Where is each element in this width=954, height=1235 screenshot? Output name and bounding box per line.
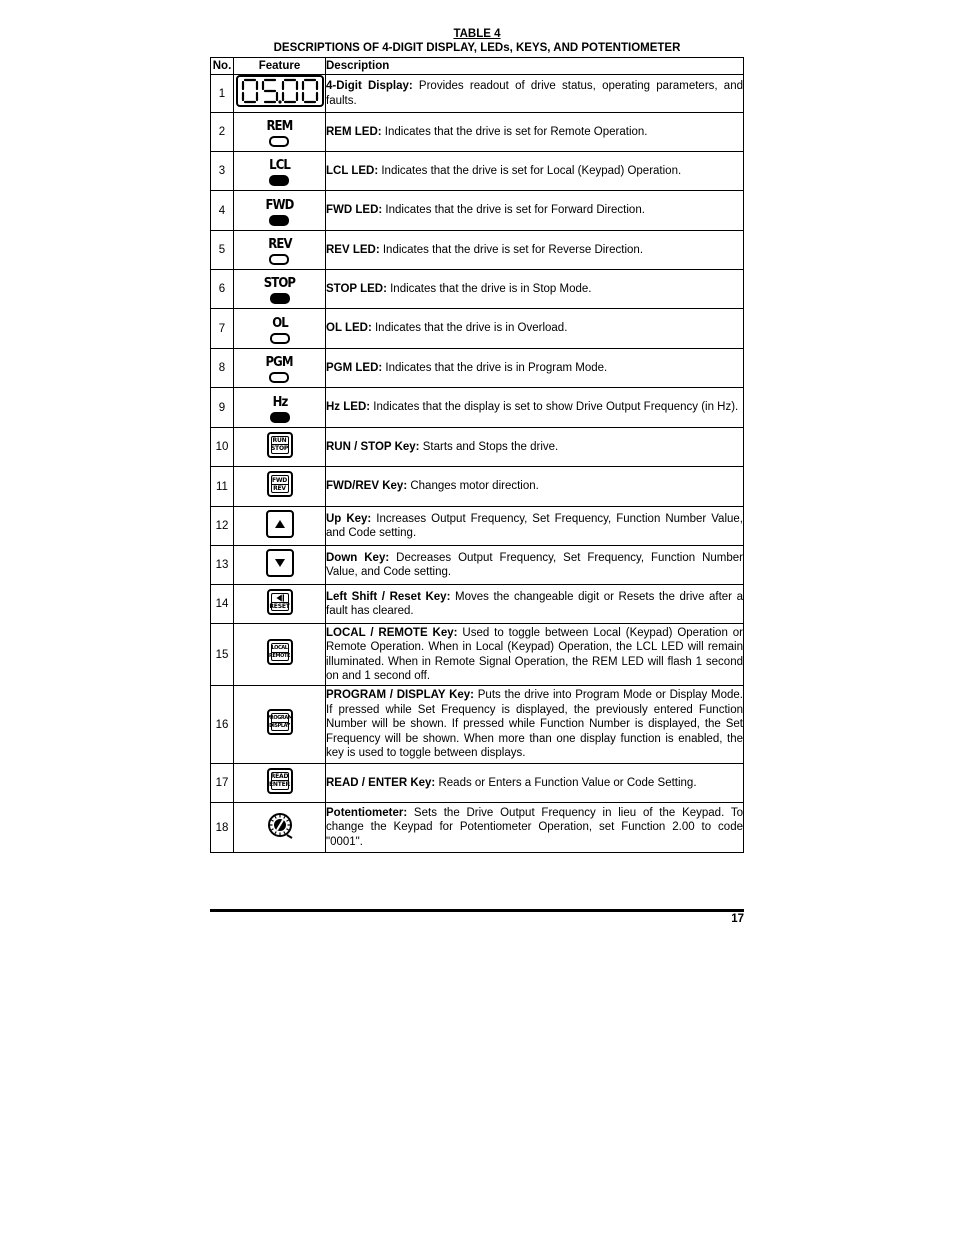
feature-name: Up Key: — [326, 512, 372, 525]
pgm-led-icon — [264, 356, 294, 383]
feature-description: Moves the changeable digit or Resets the drive after a fault has cleared. — [326, 590, 743, 617]
triangle-left-icon — [274, 594, 286, 602]
feature-cell — [234, 388, 326, 428]
feature-name: Hz LED: — [326, 401, 371, 414]
feature-description: Starts and Stops the drive. — [419, 440, 559, 453]
row-number: 6 — [211, 270, 234, 309]
description-cell — [326, 764, 744, 803]
led-indicator-icon — [270, 293, 290, 304]
feature-table — [210, 57, 744, 853]
table-subtitle: DESCRIPTIONS OF 4-DIGIT DISPLAY, LEDs, KEYS, AND POTENTIOMETER — [273, 42, 681, 54]
table-row — [211, 270, 744, 309]
feature-name: PROGRAM / DISPLAY Key: — [326, 689, 475, 702]
footer-rule — [210, 909, 744, 912]
feature-name: REV LED: — [326, 243, 380, 256]
key-label-top: FWD — [271, 476, 288, 484]
key-face — [271, 593, 289, 611]
run-stop-key-icon — [267, 432, 293, 458]
up-arrow-key-icon — [266, 510, 294, 538]
row-number: 16 — [211, 686, 234, 764]
row-number: 14 — [211, 585, 234, 624]
stop-led-icon — [262, 277, 297, 304]
feature-name: READ / ENTER Key: — [326, 776, 436, 789]
table-row — [211, 388, 744, 428]
row-number: 18 — [211, 803, 234, 853]
triangle-up-icon — [268, 512, 292, 536]
table-row — [211, 624, 744, 686]
potentiometer-icon — [266, 810, 294, 840]
led-indicator-icon — [269, 136, 289, 147]
feature-cell — [234, 507, 326, 546]
key-label-top: LOCAL — [271, 644, 288, 651]
led-indicator-icon — [269, 175, 289, 186]
key-label-bottom: REMOTE — [269, 652, 290, 659]
table-row — [211, 764, 744, 803]
lcl-led-icon — [268, 159, 291, 186]
row-number: 11 — [211, 467, 234, 507]
feature-name: REM LED: — [326, 125, 382, 138]
feature-name: 4-Digit Display: — [326, 80, 413, 92]
feature-cell — [234, 231, 326, 270]
key-face — [266, 713, 293, 731]
key-label-top: PROGRAM — [266, 714, 293, 721]
key-label-bottom: ENTER — [269, 781, 290, 788]
ol-led-icon — [270, 317, 290, 344]
key-face — [271, 436, 289, 454]
down-arrow-key-icon — [266, 549, 294, 577]
table-row — [211, 467, 744, 507]
table-row — [211, 585, 744, 624]
table-row — [211, 152, 744, 191]
row-number: 9 — [211, 388, 234, 428]
table-row — [211, 309, 744, 349]
feature-cell — [234, 764, 326, 803]
feature-description: Indicates that the drive is in Stop Mode. — [386, 282, 592, 295]
feature-name: Left Shift / Reset Key: — [326, 590, 451, 603]
key-label-bottom: REV — [273, 484, 286, 492]
triangle-down-icon — [268, 551, 292, 575]
feature-cell — [234, 113, 326, 152]
feature-cell — [234, 585, 326, 624]
description-cell — [326, 152, 744, 191]
row-number: 15 — [211, 624, 234, 686]
led-indicator-icon — [270, 333, 290, 344]
local-remote-key-icon — [267, 639, 293, 665]
feature-cell — [234, 803, 326, 853]
description-cell — [326, 309, 744, 349]
row-number: 8 — [211, 349, 234, 388]
feature-cell — [234, 191, 326, 231]
table-row — [211, 349, 744, 388]
header-feature: Feature — [234, 58, 326, 75]
table-title: TABLE 4 — [453, 28, 501, 40]
feature-cell — [234, 686, 326, 764]
feature-name: FWD/REV Key: — [326, 480, 408, 493]
key-label-bottom: DISPLAY — [269, 722, 290, 729]
feature-description: Indicates that the drive is set for Local (Keypad) Operation. — [378, 164, 682, 177]
led-label: FWD — [265, 197, 294, 213]
row-number: 5 — [211, 231, 234, 270]
description-cell — [326, 75, 744, 113]
table-row — [211, 803, 744, 853]
table-row — [211, 75, 744, 113]
table-body — [211, 75, 744, 853]
table-row — [211, 546, 744, 585]
header-no: No. — [211, 58, 234, 75]
fwd-led-icon — [264, 199, 295, 226]
feature-name: FWD LED: — [326, 204, 383, 217]
left-shift-reset-key-icon — [267, 589, 293, 615]
led-indicator-icon — [269, 215, 289, 226]
description-cell — [326, 546, 744, 585]
led-label: OL — [271, 315, 288, 331]
led-label: Hz — [272, 394, 287, 410]
feature-cell — [234, 428, 326, 467]
feature-description: Indicates that the display is set to show Drive Output Frequency (in Hz). — [370, 401, 739, 414]
description-cell — [326, 467, 744, 507]
description-cell — [326, 507, 744, 546]
program-display-key-icon — [267, 709, 293, 735]
description-cell — [326, 585, 744, 624]
description-cell — [326, 428, 744, 467]
row-number: 10 — [211, 428, 234, 467]
description-cell — [326, 270, 744, 309]
led-label: STOP — [263, 276, 296, 291]
led-label: PGM — [265, 355, 294, 370]
feature-description: Decreases Output Frequency, Set Frequency, Function Number Value, and Code setting. — [326, 551, 743, 578]
feature-name: LCL LED: — [326, 164, 379, 177]
feature-cell — [234, 309, 326, 349]
led-indicator-icon — [270, 412, 290, 423]
key-label-bottom: RESET — [269, 602, 290, 610]
feature-cell — [234, 467, 326, 507]
key-face — [271, 643, 289, 661]
feature-description: Indicates that the drive is in Overload. — [371, 322, 568, 335]
page-number: 17 — [731, 913, 744, 925]
row-number: 12 — [211, 507, 234, 546]
table-header-row — [211, 58, 744, 75]
table-row — [211, 231, 744, 270]
feature-description: Puts the drive into Program Mode or Display Mode. If pressed while Set Frequency is displayed, the previously entered Function Number will be shown. If pressed while Function Number is displayed, the Set Frequency will be shown. When more than one display function is enabled, the key is used to toggle between displays. — [326, 689, 743, 760]
description-cell — [326, 803, 744, 853]
description-cell — [326, 388, 744, 428]
rem-led-icon — [265, 120, 294, 147]
key-label-bottom: STOP — [270, 445, 289, 452]
feature-cell — [234, 270, 326, 309]
feature-name: PGM LED: — [326, 361, 383, 374]
feature-name: STOP LED: — [326, 282, 387, 295]
rev-led-icon — [267, 238, 293, 265]
key-label-top: RUN — [272, 437, 287, 444]
fwd-rev-key-icon — [267, 471, 293, 497]
led-label: REM — [266, 119, 293, 134]
feature-name: Potentiometer: — [326, 806, 408, 819]
feature-description: Indicates that the drive is set for Forward Direction. — [382, 204, 645, 217]
feature-description: Changes motor direction. — [407, 480, 539, 493]
feature-description: Increases Output Frequency, Set Frequency, Function Number Value, and Code setting. — [326, 512, 743, 539]
feature-description: Reads or Enters a Function Value or Code Setting. — [435, 776, 697, 789]
led-label: REV — [267, 237, 292, 252]
table-row — [211, 428, 744, 467]
table-row — [211, 191, 744, 231]
row-number: 17 — [211, 764, 234, 803]
key-face — [271, 475, 289, 493]
feature-description: Provides readout of drive status, operating parameters, and faults. — [326, 80, 743, 107]
description-cell — [326, 686, 744, 764]
feature-cell — [234, 546, 326, 585]
feature-cell — [234, 349, 326, 388]
feature-description: Indicates that the drive is in Program Mode. — [382, 361, 608, 374]
description-cell — [326, 349, 744, 388]
table-row — [211, 113, 744, 152]
feature-description: Used to toggle between Local (Keypad) Operation or Remote Operation. When in Local (Keypad) Operation, the LCL LED will remain illuminated. When in Remote Signal Operation, the REM LED will flash 1 second on and 1 second off. — [326, 626, 743, 682]
led-indicator-icon — [269, 254, 289, 265]
feature-cell — [234, 152, 326, 191]
description-cell — [326, 113, 744, 152]
key-face — [271, 772, 289, 790]
feature-description: Sets the Drive Output Frequency in lieu of the Keypad. To change the Keypad for Potentiometer Operation, set Function 2.00 to code "0001". — [326, 806, 743, 848]
feature-description: Indicates that the drive is set for Reverse Direction. — [379, 243, 644, 256]
row-number: 3 — [211, 152, 234, 191]
key-label-top: READ — [270, 773, 289, 780]
feature-name: OL LED: — [326, 322, 372, 335]
seven-segment-display-icon — [236, 75, 324, 107]
header-description: Description — [326, 58, 744, 75]
hz-led-icon — [270, 396, 290, 423]
feature-name: LOCAL / REMOTE Key: — [326, 626, 458, 639]
row-number: 2 — [211, 113, 234, 152]
row-number: 1 — [211, 75, 234, 113]
led-indicator-icon — [269, 372, 289, 383]
row-number: 4 — [211, 191, 234, 231]
feature-cell — [234, 624, 326, 686]
feature-description: Indicates that the drive is set for Remote Operation. — [381, 125, 648, 138]
description-cell — [326, 624, 744, 686]
led-label: LCL — [269, 158, 290, 173]
description-cell — [326, 231, 744, 270]
feature-name: RUN / STOP Key: — [326, 440, 420, 453]
feature-name: Down Key: — [326, 551, 390, 564]
read-enter-key-icon — [267, 768, 293, 794]
row-number: 7 — [211, 309, 234, 349]
row-number: 13 — [211, 546, 234, 585]
table-row — [211, 507, 744, 546]
description-cell — [326, 191, 744, 231]
feature-cell — [234, 75, 326, 113]
table-row — [211, 686, 744, 764]
